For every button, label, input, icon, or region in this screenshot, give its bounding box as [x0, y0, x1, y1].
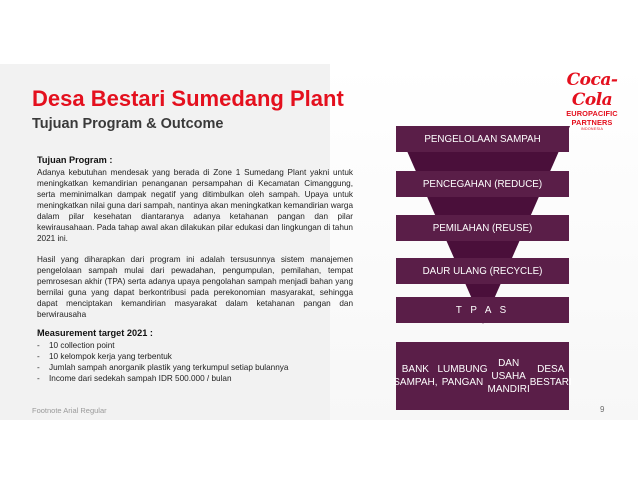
- footnote: Footnote Arial Regular: [32, 406, 107, 415]
- goal-heading: Tujuan Program :: [37, 155, 113, 165]
- page-title: Desa Bestari Sumedang Plant: [32, 86, 344, 111]
- funnel-step-1: PENGELOLAAN SAMPAH: [396, 126, 569, 152]
- result-line: DESA BESTARI: [529, 364, 572, 388]
- goal-paragraph: Adanya kebutuhan mendesak yang berada di Zone 1 Sumedang Plant yakni untuk meningkatkan kemandirian penanganan persampahan di Kecamatan Cimanggung, serta meminimalkan dampak negatif yang ditimbulkan oleh sampah. Upaya untuk meningkatkan nilai guna dari sampah, nantinya akan meningkatkan kemandirian warga dalam pilar kesehatan diantaranya adanya ketahanan pangan dan pilar kewirausahaan. Pada tahap awal akan dilakukan pilar edukasi dan lingkungan di tahun 2021 ini.: [37, 168, 353, 243]
- target-item: - Income dari sedekah sampah IDR 500.000 / bulan: [37, 373, 353, 384]
- funnel-result-box: [393, 342, 572, 410]
- logo-line-2: PARTNERS: [571, 117, 613, 127]
- company-logo: [556, 70, 628, 132]
- result-line: BANK SAMPAH,: [393, 364, 438, 388]
- result-line: DAN USAHA MANDIRI: [487, 357, 530, 395]
- funnel-step-4: DAUR ULANG (RECYCLE): [396, 258, 569, 284]
- logo-line-1: EUROPACIFIC: [566, 109, 618, 118]
- target-item: - Jumlah sampah anorganik plastik yang terkumpul setiap bulannya: [37, 362, 353, 373]
- result-line: LUMBUNG PANGAN: [437, 364, 488, 388]
- page-subtitle: Tujuan Program & Outcome: [32, 116, 224, 132]
- funnel-step-3: PEMILAHAN (REUSE): [396, 215, 569, 241]
- target-heading: Measurement target 2021 :: [37, 328, 153, 338]
- content-block: [37, 155, 353, 384]
- target-item: - 10 kelompok kerja yang terbentuk: [37, 351, 353, 362]
- page-number: 9: [600, 405, 605, 414]
- funnel-step-2: PENCEGAHAN (REDUCE): [396, 171, 569, 197]
- target-item: - 10 collection point: [37, 340, 353, 351]
- outcome-paragraph: Hasil yang diharapkan dari program ini adalah tersusunnya sistem manajemen pengelolaan sampah mulai dari pewadahan, pengumpulan, pemilahan, tempat pemrosesan akhir (TPA) serta adanya upaya pengolahan sampah menjadi bahan yang bernilai guna yang dapat berkontribusi pada perekonomian masyarakat, sehingga dapat menciptakan kemandirian masyarakat dalam ketahanan pangan dan berwirausaha: [37, 255, 353, 319]
- logo-line-3: INDONESIA: [580, 127, 604, 131]
- funnel-step-5: T P A S: [396, 297, 569, 323]
- logo-script: Coca-Cola: [566, 70, 618, 110]
- target-list: [37, 340, 353, 384]
